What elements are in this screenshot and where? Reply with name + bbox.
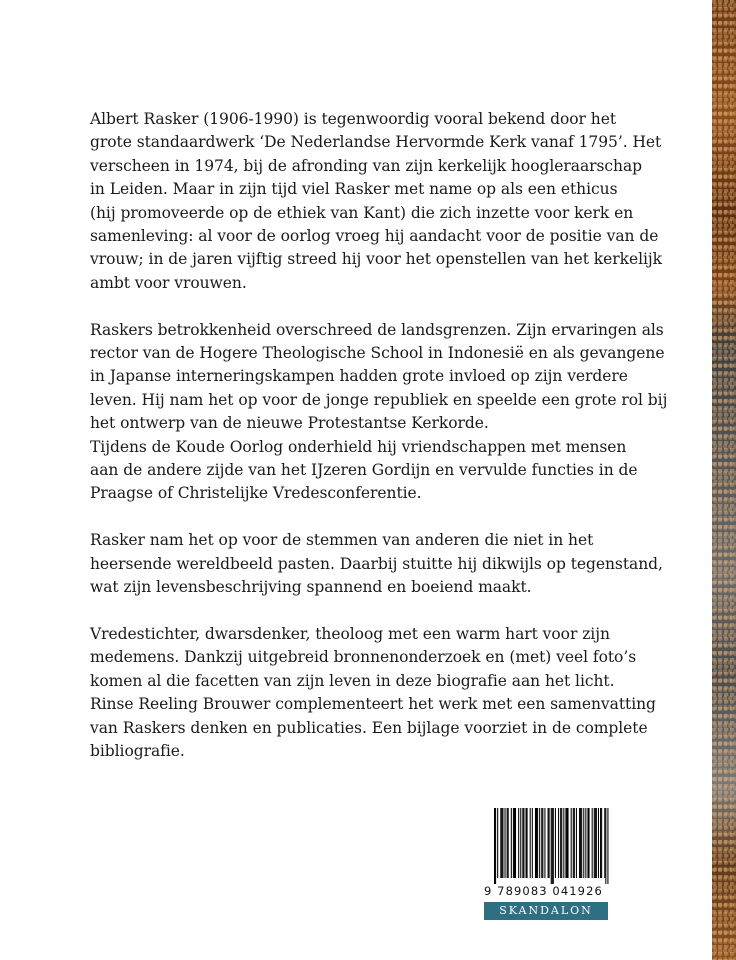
text-line: rector van de Hogere Theologische School in Indonesië en als gevangene (90, 344, 665, 363)
text-line: bibliografie. (90, 741, 185, 760)
barcode-bar (573, 808, 574, 878)
barcode-bar (548, 808, 549, 878)
barcode-bar (522, 808, 523, 878)
text-line: heersende wereldbeeld pasten. Daarbij stuitte hij dikwijls op tegenstand, (90, 554, 663, 573)
barcode-bar (551, 808, 552, 884)
barcode-bar (595, 808, 596, 878)
text-line: Raskers betrokkenheid overschreed de landsgrenzen. Zijn ervaringen als (90, 320, 664, 339)
barcode-bar (574, 808, 575, 878)
barcode-bar (505, 808, 506, 878)
text-line: vrouw; in de jaren vijftig streed hij voor het openstellen van het kerkelijk (90, 250, 662, 269)
barcode-bar (566, 808, 567, 878)
barcode-bar (527, 808, 528, 878)
barcode-bar (565, 808, 566, 878)
barcode-bar (507, 808, 508, 878)
barcode-bar (495, 808, 496, 884)
barcode-bar (497, 808, 498, 878)
text-line: (hij promoveerde op de ethiek van Kant) die zich inzette voor kerk en (90, 203, 634, 222)
text-line: het ontwerp van de nieuwe Protestantse Kerkorde. (90, 414, 489, 433)
text-line: leven. Hij nam het op voor de jonge republiek en speelde een grote rol bij (90, 390, 668, 409)
text-line: Albert Rasker (1906-1990) is tegenwoordig vooral bekend door het (90, 110, 617, 128)
barcode-bar (513, 808, 514, 878)
text-line: samenleving: al voor de oorlog vroeg hij aandacht voor de positie van de (90, 227, 659, 246)
blurb-paragraph-2 (90, 319, 668, 506)
barcode-bar (568, 808, 569, 878)
barcode-bar (594, 808, 595, 878)
barcode-bar (494, 808, 495, 884)
barcode-bar (580, 808, 581, 878)
barcode-bar (502, 808, 503, 878)
barcode-bar (553, 808, 554, 884)
text-line: Vredestichter, dwarsdenker, theoloog met een warm hart voor zijn (90, 624, 610, 643)
barcode-bar (558, 808, 559, 878)
barcode-bar (592, 808, 593, 878)
barcode-bar (563, 808, 564, 878)
barcode-bar (605, 808, 606, 884)
barcode-bar (596, 808, 597, 878)
barcode-bar (532, 808, 533, 878)
barcode-bar (518, 808, 519, 878)
barcode-bar (514, 808, 515, 878)
barcode-bar (604, 808, 605, 878)
barcode-bar (523, 808, 524, 878)
barcode-bar (552, 808, 553, 884)
barcode-bar (579, 808, 580, 878)
barcode-bar (600, 808, 601, 878)
blurb-paragraph-3 (90, 529, 663, 599)
barcode-bar (544, 808, 545, 878)
text-line: in Japanse interneringskampen hadden grote invloed op zijn verdere (90, 367, 628, 386)
barcode-bar (536, 808, 537, 878)
barcode-bar (581, 808, 582, 878)
text-line: Rinse Reeling Brouwer complementeert het werk met een samenvatting (90, 695, 656, 714)
text-line: aan de andere zijde van het IJzeren Gordijn en vervulde functies in de (90, 461, 638, 480)
barcode-bar (571, 808, 572, 878)
barcode-bar (515, 808, 516, 878)
barcode-bar (500, 808, 501, 878)
publisher-logo: SKANDALON (484, 902, 608, 920)
barcode-bar (535, 808, 536, 878)
barcode-bar (585, 808, 586, 878)
barcode-bar (542, 808, 543, 878)
barcode-bar (560, 808, 561, 878)
text-line: in Leiden. Maar in zijn tijd viel Rasker met name op als een ethicus (90, 180, 618, 199)
barcode-bar (601, 808, 602, 878)
text-line: medemens. Dankzij uitgebreid bronnenonderzoek en (met) veel foto’s (90, 648, 637, 667)
barcode-bar (549, 808, 550, 878)
text-line: grote standaardwerk ‘De Nederlandse Hervormde Kerk vanaf 1795’. Het (90, 133, 662, 152)
blurb-paragraph-1 (90, 108, 662, 295)
isbn-number: 9 789083 041926 (484, 884, 603, 898)
text-line: Tijdens de Koude Oorlog onderhield hij vriendschappen met mensen (90, 437, 627, 456)
cover-photo-edge (712, 0, 736, 960)
text-line: ambt voor vrouwen. (90, 273, 247, 292)
barcode-bar (501, 808, 502, 878)
barcode-bar (587, 808, 588, 878)
back-cover-blurb (90, 108, 668, 787)
text-line: Rasker nam het op voor de stemmen van anderen die niet in het (90, 531, 594, 550)
barcode-bar (541, 808, 542, 878)
barcode-bar (537, 808, 538, 878)
barcode-bar (583, 808, 584, 878)
barcode-bar (555, 808, 556, 878)
barcode-bar (511, 808, 512, 878)
barcode-bar (539, 808, 540, 878)
text-line: verscheen in 1974, bij de afronding van zijn kerkelijk hoogleraarschap (90, 156, 643, 175)
barcode-bar (589, 808, 590, 878)
barcode-bar (508, 808, 509, 878)
barcode-bar (526, 808, 527, 878)
isbn-barcode-block (484, 808, 610, 917)
text-line: wat zijn levensbeschrijving spannend en boeiend maakt. (90, 578, 532, 597)
text-line: van Raskers denken en publicaties. Een bijlage voorziet in de complete (90, 718, 648, 737)
barcode-bar (561, 808, 562, 878)
text-line: Praagse of Christelijke Vredesconferentie. (90, 484, 422, 503)
barcode-bar (607, 808, 608, 884)
barcode-bar (598, 808, 599, 878)
barcode-bar (520, 808, 521, 878)
barcode-bar (530, 808, 531, 878)
barcode-icon (484, 808, 610, 884)
text-line: komen al die facetten van zijn leven in deze biografie aan het licht. (90, 671, 615, 690)
barcode-bar (576, 808, 577, 878)
blurb-paragraph-4 (90, 623, 656, 763)
